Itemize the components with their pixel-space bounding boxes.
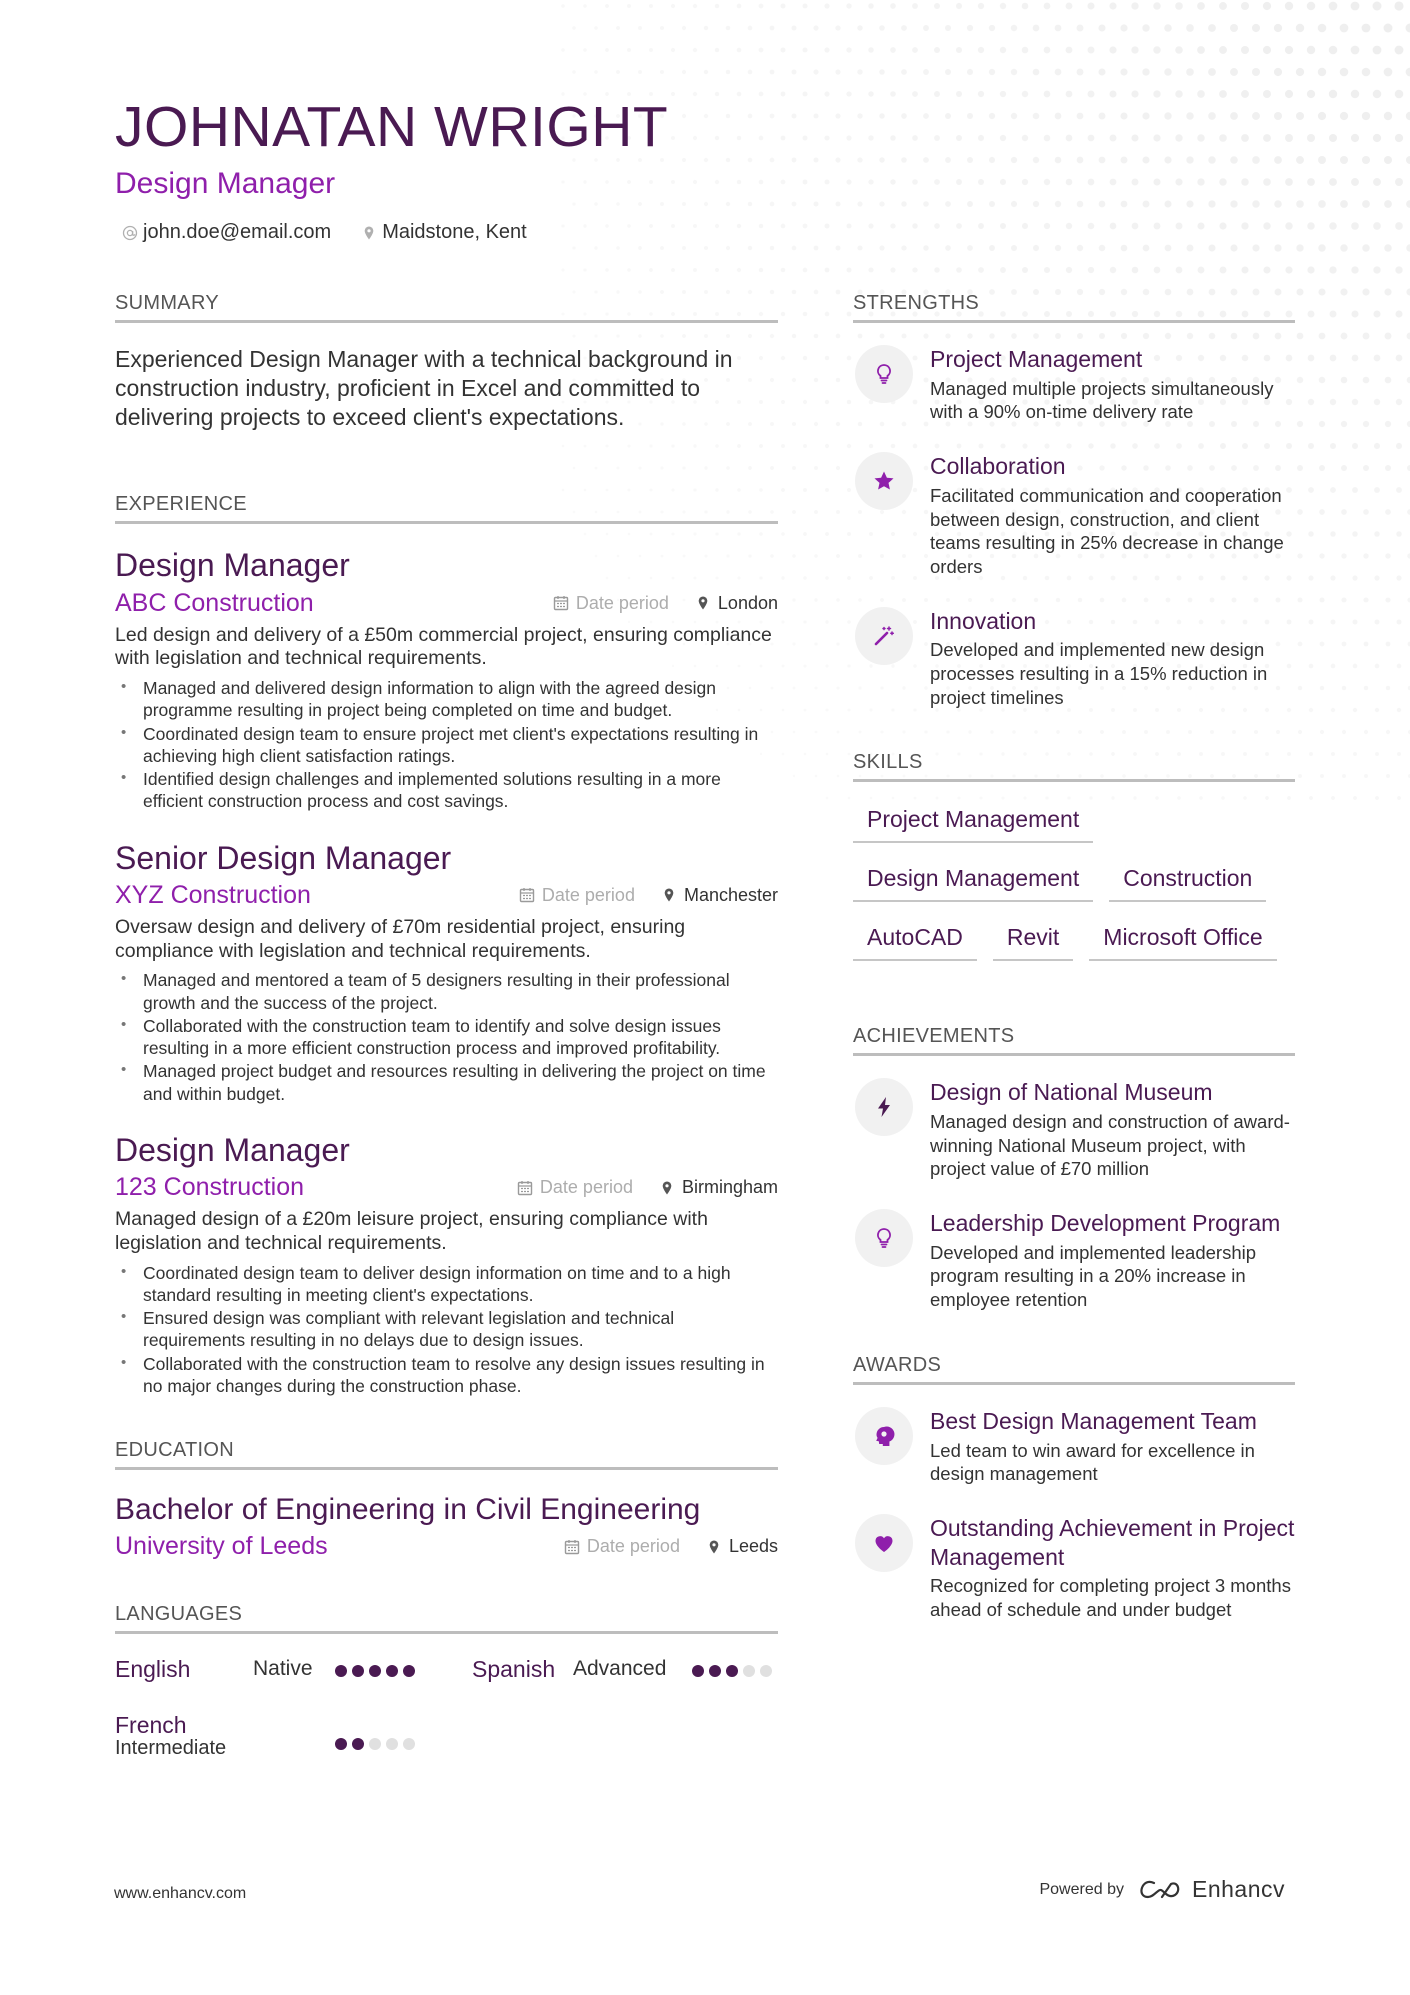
item-title: Leadership Development Program	[930, 1210, 1281, 1237]
education-location-text: Leeds	[728, 1536, 778, 1557]
calendar-icon	[553, 595, 569, 611]
map-pin-icon	[661, 887, 677, 903]
list-item	[853, 607, 1295, 710]
job-date-text: Date period	[541, 884, 635, 905]
left-column	[115, 292, 778, 1776]
resume-header	[115, 95, 815, 244]
item-description: Led team to win award for excellence in design management	[930, 1439, 1255, 1485]
job-location	[661, 885, 778, 906]
experience-bullet: • Managed and mentored a team of 5 designers resulting in their professional growth and the success of the project.	[115, 969, 778, 1013]
enhancv-logo-icon	[1138, 1879, 1184, 1901]
enhancv-logo[interactable]	[1138, 1876, 1285, 1903]
list-item	[853, 1078, 1295, 1181]
experience-heading: EXPERIENCE	[115, 493, 778, 524]
experience-entry	[115, 839, 778, 1105]
item-description: Recognized for completing project 3 months ahead of schedule and under budget	[930, 1575, 1291, 1621]
job-meta	[517, 1177, 778, 1198]
item-body	[930, 345, 1295, 424]
job-bullets	[115, 969, 778, 1104]
item-description: Managed multiple projects simultaneously with a 90% on-time delivery rate	[930, 377, 1274, 423]
proficiency-dot-filled	[726, 1665, 738, 1677]
job-date-text: Date period	[539, 1177, 633, 1198]
job-date	[517, 1177, 633, 1198]
job-title: Senior Design Manager	[115, 839, 452, 876]
job-date-text: Date period	[575, 592, 669, 613]
lightning-bolt-icon	[872, 1095, 896, 1119]
job-row	[115, 589, 778, 618]
strengths-list	[853, 345, 1295, 709]
job-date	[553, 593, 669, 614]
language-english	[115, 1656, 190, 1683]
job-date	[519, 885, 635, 906]
experience-bullet: • Collaborated with the construction team to identify and solve design issues resulting in a more efficient construction process and improved profitability.	[115, 1015, 778, 1059]
job-description: Managed design of a £20m leisure project, ensuring compliance with legislation and technical requirements.	[115, 1208, 708, 1254]
magic-wand-icon-circle	[855, 607, 913, 665]
skill-tag: Construction	[1109, 865, 1266, 902]
item-body	[930, 607, 1295, 710]
awards-heading: AWARDS	[853, 1354, 1295, 1385]
experience-bullet: • Coordinated design team to ensure project met client's expectations resulting in achieving high client satisfaction ratings.	[115, 723, 778, 767]
proficiency-dot-filled	[709, 1665, 721, 1677]
skill-tag: Revit	[993, 924, 1073, 961]
job-meta	[519, 885, 778, 906]
education-date-text: Date period	[586, 1536, 680, 1557]
list-item	[853, 1514, 1295, 1622]
map-pin-icon	[361, 225, 377, 241]
proficiency-dot-empty	[369, 1738, 381, 1750]
proficiency-dot-filled	[352, 1738, 364, 1750]
job-location	[659, 1177, 778, 1198]
achievements-heading: ACHIEVEMENTS	[853, 1025, 1295, 1056]
map-pin-icon	[706, 1539, 722, 1555]
language-french	[115, 1712, 226, 1760]
candidate-role: Design Manager	[115, 166, 336, 200]
experience-bullet: • Managed project budget and resources resulting in delivering the project on time and within budget.	[115, 1060, 778, 1104]
candidate-name: JOHNATAN WRIGHT	[115, 95, 669, 159]
proficiency-dot-filled	[369, 1665, 381, 1677]
experience-list	[115, 546, 778, 1397]
head-brain-icon-circle	[855, 1407, 913, 1465]
lightbulb-icon-circle	[855, 1209, 913, 1267]
map-pin-icon	[695, 595, 711, 611]
job-title: Design Manager	[115, 1131, 350, 1168]
job-bullets	[115, 677, 778, 812]
heart-icon-circle	[855, 1514, 913, 1572]
achievements-list	[853, 1078, 1295, 1312]
calendar-icon	[519, 887, 535, 903]
languages-heading: LANGUAGES	[115, 1603, 778, 1634]
job-title: Design Manager	[115, 547, 350, 584]
heart-icon	[872, 1531, 896, 1555]
summary-text: Experienced Design Manager with a technical background in construction industry, proficient in Excel and committed to delivering projects to exceed client's expectations.	[115, 346, 733, 430]
item-description: Developed and implemented new design processes resulting in a 15% reduction in project timelines	[930, 639, 1268, 708]
strengths-heading: STRENGTHS	[853, 292, 1295, 323]
education-row	[115, 1532, 778, 1561]
experience-bullet: • Ensured design was compliant with relevant legislation and technical requirements resulting in no delays due to design issues.	[115, 1307, 778, 1351]
company-name: 123 Construction	[115, 1173, 305, 1202]
head-brain-icon	[872, 1424, 896, 1448]
lightbulb-icon	[872, 362, 896, 386]
degree-title: Bachelor of Engineering in Civil Engineering	[115, 1493, 701, 1527]
proficiency-dot-filled	[403, 1665, 415, 1677]
list-item	[853, 1407, 1295, 1486]
item-body	[930, 1209, 1295, 1312]
item-body	[930, 452, 1295, 578]
star-icon	[872, 469, 896, 493]
proficiency-dot-filled	[335, 1738, 347, 1750]
language-name: French	[115, 1712, 187, 1739]
skill-tag: Project Management	[853, 806, 1093, 843]
star-icon-circle	[855, 452, 913, 510]
list-item	[853, 452, 1295, 578]
skill-tag: Design Management	[853, 865, 1093, 902]
school-name: University of Leeds	[115, 1532, 328, 1561]
calendar-icon	[564, 1539, 580, 1555]
item-body	[930, 1078, 1295, 1181]
item-title: Innovation	[930, 607, 1037, 634]
email-text: john.doe@email.com	[143, 221, 332, 244]
language-english-level	[253, 1657, 313, 1681]
map-pin-icon	[659, 1180, 675, 1196]
item-title: Outstanding Achievement in Project Management	[930, 1514, 1295, 1570]
awards-list	[853, 1407, 1295, 1622]
job-description: Led design and delivery of a £50m commercial project, ensuring compliance with legislation and technical requirements.	[115, 623, 772, 670]
lightbulb-icon	[872, 1226, 896, 1250]
item-title: Project Management	[930, 346, 1143, 372]
proficiency-dot-filled	[692, 1665, 704, 1677]
magic-wand-icon	[872, 624, 896, 648]
lightbulb-icon-circle	[855, 345, 913, 403]
proficiency-dot-empty	[403, 1738, 415, 1750]
skills-heading: SKILLS	[853, 751, 1295, 782]
item-description: Managed design and construction of award-winning National Museum project, with project value of £70 million	[930, 1111, 1290, 1180]
job-location	[695, 593, 778, 614]
calendar-icon	[517, 1180, 533, 1196]
footer-website[interactable]: www.enhancv.com	[114, 1885, 247, 1902]
language-level: Advanced	[573, 1657, 667, 1681]
experience-bullet: • Managed and delivered design information to align with the agreed design programme resulting in project being completed on time and budget.	[115, 677, 778, 721]
summary-heading: SUMMARY	[115, 292, 778, 323]
education-heading: EDUCATION	[115, 1439, 778, 1470]
item-title: Collaboration	[930, 453, 1066, 480]
skill-tag: AutoCAD	[853, 924, 977, 961]
job-location-text: London	[717, 592, 778, 613]
item-description: Developed and implemented leadership program resulting in a 20% increase in employee retention	[930, 1241, 1257, 1311]
experience-bullet: • Identified design challenges and implemented solutions resulting in a more efficient construction process and cost savings.	[115, 768, 778, 812]
languages-grid	[115, 1656, 778, 1776]
proficiency-dot-filled	[352, 1665, 364, 1677]
job-row	[115, 881, 778, 910]
education-location	[706, 1536, 778, 1557]
item-title: Design of National Museum	[930, 1079, 1213, 1106]
education-date	[564, 1536, 680, 1557]
experience-bullet: • Collaborated with the construction team to resolve any design issues resulting in no major changes during the construction phase.	[115, 1353, 778, 1397]
job-location-text: Manchester	[683, 884, 778, 905]
experience-bullet: • Coordinated design team to deliver design information on time and to a high standard resulting in meeting client's expectations.	[115, 1262, 778, 1306]
language-name: Spanish	[472, 1656, 556, 1683]
job-description: Oversaw design and delivery of £70m residential project, ensuring compliance with legislation and technical requirements.	[115, 915, 686, 962]
right-column	[853, 292, 1295, 1650]
skills-list	[853, 804, 1295, 961]
location-text: Maidstone, Kent	[382, 221, 527, 244]
job-meta	[553, 593, 778, 614]
lightning-bolt-icon-circle	[855, 1078, 913, 1136]
proficiency-dot-filled	[335, 1665, 347, 1677]
email-contact[interactable]	[122, 221, 331, 244]
list-item	[853, 345, 1295, 424]
job-location-text: Birmingham	[681, 1177, 778, 1198]
location-contact	[361, 221, 527, 244]
contact-info	[122, 221, 815, 244]
footer-branding	[1039, 1876, 1285, 1903]
experience-entry	[115, 1131, 778, 1397]
item-body	[930, 1407, 1295, 1486]
proficiency-dot-empty	[386, 1738, 398, 1750]
language-level: Intermediate	[115, 1737, 227, 1760]
language-spanish-level	[573, 1657, 666, 1681]
job-bullets	[115, 1262, 778, 1397]
item-body	[930, 1514, 1295, 1622]
powered-by-text: Powered by	[1039, 1880, 1124, 1898]
job-row	[115, 1173, 778, 1202]
language-name: English	[115, 1656, 191, 1683]
at-icon	[122, 225, 138, 241]
proficiency-dot-filled	[386, 1665, 398, 1677]
language-level: Native	[253, 1657, 313, 1681]
language-dots	[335, 1738, 415, 1750]
language-dots	[335, 1665, 415, 1677]
education-entry	[115, 1492, 778, 1561]
proficiency-dot-empty	[743, 1665, 755, 1677]
education-meta	[564, 1536, 778, 1557]
item-description: Facilitated communication and cooperation between design, construction, and client teams resulting in 25% decrease in change orders	[930, 484, 1284, 577]
list-item	[853, 1209, 1295, 1312]
company-name: XYZ Construction	[115, 880, 311, 909]
brand-name: Enhancv	[1191, 1876, 1285, 1902]
item-title: Best Design Management Team	[930, 1407, 1257, 1434]
experience-entry	[115, 546, 778, 812]
language-spanish	[472, 1656, 555, 1683]
skill-tag: Microsoft Office	[1089, 924, 1276, 961]
language-dots	[692, 1665, 772, 1677]
proficiency-dot-empty	[760, 1665, 772, 1677]
company-name: ABC Construction	[115, 588, 314, 617]
